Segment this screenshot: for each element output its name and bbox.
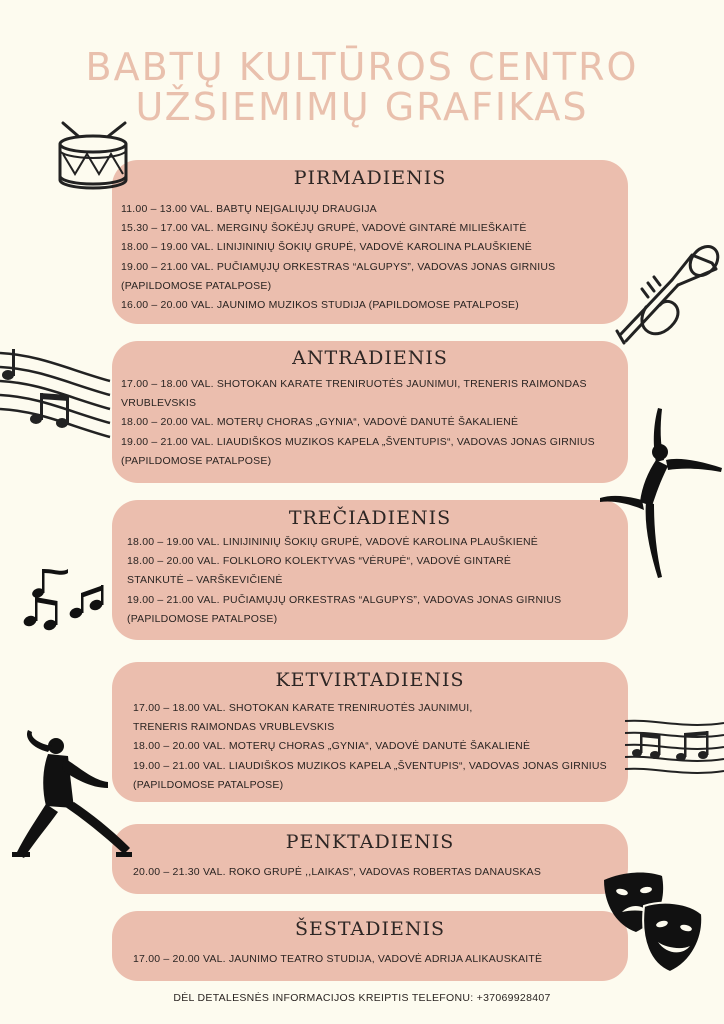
schedule-line: 19.00 – 21.00 VAL. PUČIAMŲJŲ ORKESTRAS “ALGUPYS”, VADOVAS JONAS GIRNIUS — [127, 593, 562, 606]
day-card-tuesday — [112, 341, 628, 483]
day-title: KETVIRTADIENIS — [275, 669, 465, 691]
schedule-line: 18.00 – 19.00 VAL. LINIJININIŲ ŠOKIŲ GRUPĖ, VADOVĖ KAROLINA PLAUŠKIENĖ — [121, 241, 533, 254]
schedule-line: 19.00 – 21.00 VAL. PUČIAMŲJŲ ORKESTRAS “ALGUPYS”, VADOVAS JONAS GIRNIUS — [121, 260, 556, 273]
schedule-line: (PAPILDOMOSE PATALPOSE) — [127, 612, 278, 625]
theater-masks-icon — [600, 870, 704, 974]
schedule-line: 17.00 – 18.00 VAL. SHOTOKAN KARATE TRENIRUOTĖS JAUNIMUI, — [133, 702, 473, 714]
schedule-line: 18.00 – 20.00 VAL. FOLKLORO KOLEKTYVAS “VĖRUPĖ“, VADOVĖ GINTARĖ — [127, 555, 512, 568]
schedule-line: 17.00 – 18.00 VAL. SHOTOKAN KARATE TRENIRUOTĖS JAUNIMUI, TRENERIS RAIMONDAS — [121, 378, 587, 390]
schedule-line: STANKUTĖ – VARŠKEVIČIENĖ — [127, 574, 283, 587]
schedule-line: VRUBLEVSKIS — [121, 397, 197, 410]
schedule-line: 11.00 – 13.00 VAL. BABTŲ NEĮGALIŲJŲ DRAUGIJA — [121, 203, 377, 215]
day-card-thursday — [112, 662, 628, 802]
day-card-saturday — [112, 911, 628, 981]
schedule-line: (PAPILDOMOSE PATALPOSE) — [133, 778, 284, 791]
day-title: ŠESTADIENIS — [294, 918, 445, 940]
music-notes-icon — [20, 565, 108, 633]
schedule-line: 19.00 – 21.00 VAL. LIAUDIŠKOS MUZIKOS KAPELA „ŠVENTUPIS“, VADOVAS JONAS GIRNIUS — [133, 759, 607, 772]
schedule-line: 20.00 – 21.30 VAL. ROKO GRUPĖ ,,LAIKAS”, VADOVAS ROBERTAS DANAUSKAS — [133, 866, 542, 878]
day-title: TREČIADIENIS — [288, 507, 452, 529]
schedule-line: 17.00 – 20.00 VAL. JAUNIMO TEATRO STUDIJA, VADOVĖ ADRIJA ALIKAUSKAITĖ — [133, 953, 543, 965]
trumpet-icon — [612, 235, 722, 350]
music-staff-icon — [0, 345, 112, 440]
schedule-line: (PAPILDOMOSE PATALPOSE) — [121, 454, 272, 467]
dancer-silhouette-icon — [598, 402, 724, 580]
music-staff-icon — [625, 715, 724, 785]
title-line-2: UŽSIEMIMŲ GRAFIKAS — [135, 85, 589, 129]
day-card-friday — [112, 824, 628, 894]
drum-icon — [55, 120, 131, 192]
day-title: PENKTADIENIS — [285, 831, 455, 853]
title-line-1: BABTŲ KULTŪROS CENTRO — [85, 45, 639, 89]
schedule-line: 15.30 – 17.00 VAL. MERGINŲ ŠOKĖJŲ GRUPĖ, VADOVĖ GINTARĖ MILIEŠKAITĖ — [121, 222, 527, 235]
schedule-line: 19.00 – 21.00 VAL. LIAUDIŠKOS MUZIKOS KAPELA „ŠVENTUPIS“, VADOVAS JONAS GIRNIUS — [121, 435, 595, 448]
day-card-wednesday — [112, 500, 628, 640]
footer-contact: DĖL DETALESNĖS INFORMACIJOS KREIPTIS TELEFONU: +37069928407 — [173, 992, 551, 1004]
schedule-line: 16.00 – 20.00 VAL. JAUNIMO MUZIKOS STUDIJA (PAPILDOMOSE PATALPOSE) — [121, 299, 519, 312]
day-title: ANTRADIENIS — [292, 347, 448, 369]
schedule-line: 18.00 – 20.00 VAL. MOTERŲ CHORAS „GYNIA“, VADOVĖ DANUTĖ ŠAKALIENĖ — [133, 740, 531, 753]
schedule-line: TRENERIS RAIMONDAS VRUBLEVSKIS — [133, 721, 335, 734]
schedule-line: 18.00 – 19.00 VAL. LINIJININIŲ ŠOKIŲ GRUPĖ, VADOVĖ KAROLINA PLAUŠKIENĖ — [127, 536, 539, 548]
day-card-monday — [112, 160, 628, 324]
karate-silhouette-icon — [12, 730, 132, 862]
schedule-line: (PAPILDOMOSE PATALPOSE) — [121, 279, 272, 292]
day-title: PIRMADIENIS — [293, 167, 447, 189]
schedule-line: 18.00 – 20.00 VAL. MOTERŲ CHORAS „GYNIA“, VADOVĖ DANUTĖ ŠAKALIENĖ — [121, 416, 519, 429]
